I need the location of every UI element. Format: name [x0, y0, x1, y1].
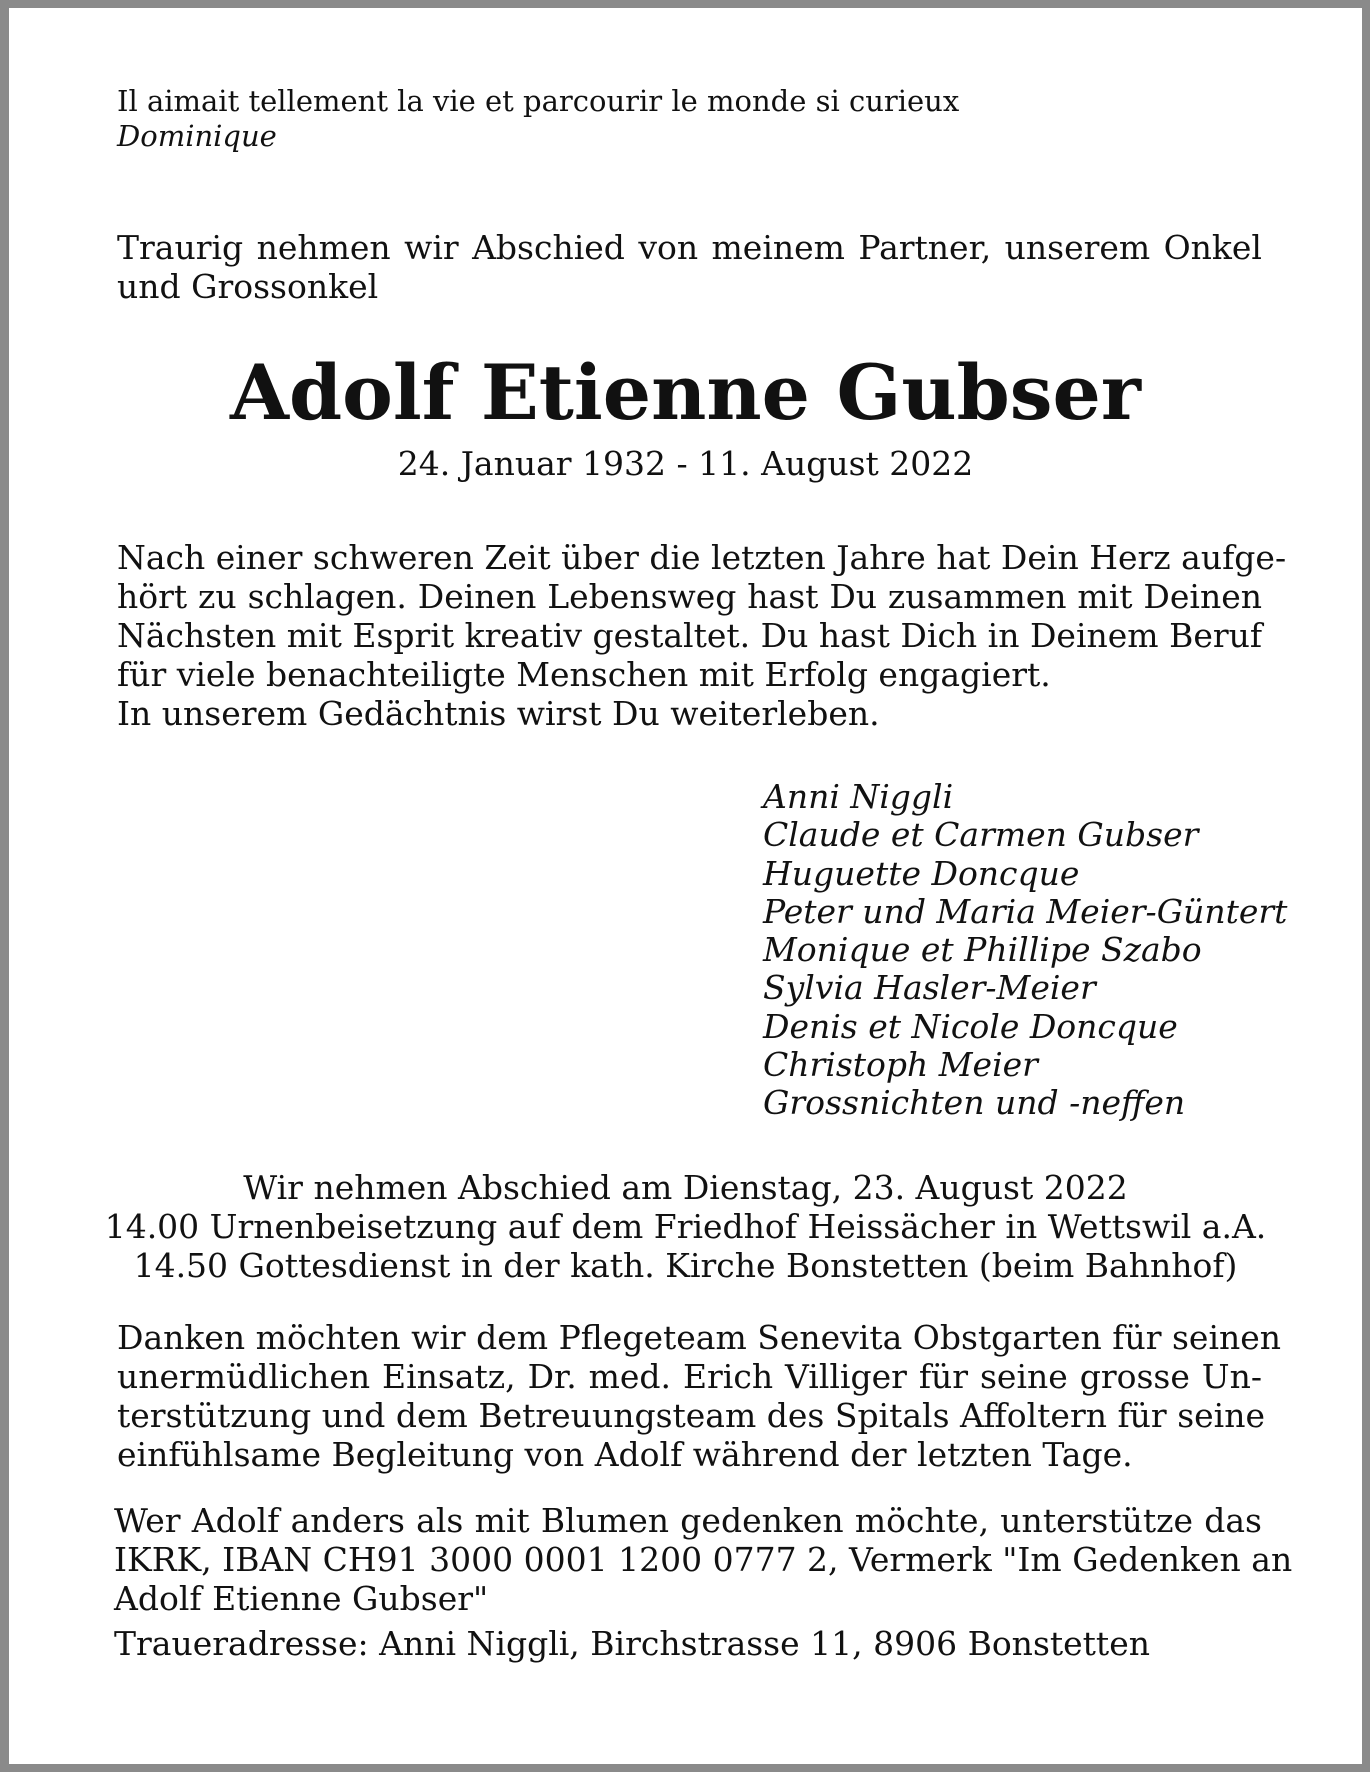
mourner-name: Claude et Carmen Gubser [763, 815, 1199, 855]
farewell-line: für viele benachteiligte Menschen mit Erfolg engagiert. [117, 655, 1051, 694]
mourners-list [763, 778, 1287, 1123]
thanks-line: Danken möchten wir dem Pflegeteam Senevita Obstgarten für seinen [117, 1318, 1282, 1357]
thanks-line: unermüdlichen Einsatz, Dr. med. Erich Villiger für seine grosse Un- [117, 1357, 1262, 1396]
obituary-page [9, 8, 1362, 1764]
farewell-text [117, 538, 1287, 733]
donation-text [114, 1501, 1293, 1618]
mourner-name: Christoph Meier [763, 1045, 1038, 1085]
motto-author: Dominique [117, 119, 277, 153]
farewell-line: hört zu schlagen. Deinen Lebensweg hast Du zusammen mit Deinen [117, 577, 1262, 616]
mourner-name: Denis et Nicole Doncque [763, 1006, 1178, 1046]
thanks-line: terstützung und dem Betreuungsteam des Spitals Affoltern für seine [117, 1396, 1265, 1435]
farewell-line: Nach einer schweren Zeit über die letzten Jahre hat Dein Herz aufge- [117, 538, 1287, 577]
ceremony-info [9, 1168, 1362, 1285]
ceremony-line: Wir nehmen Abschied am Dienstag, 23. August 2022 [243, 1168, 1128, 1207]
donation-line: Adolf Etienne Gubser" [114, 1579, 489, 1618]
mourner-name: Peter und Maria Meier-Güntert [763, 891, 1288, 931]
farewell-line: Nächsten mit Esprit kreativ gestaltet. Du hast Dich in Deinem Beruf [117, 616, 1263, 655]
ceremony-line: 14.00 Urnenbeisetzung auf dem Friedhof Heissächer in Wettswil a.A. [104, 1207, 1267, 1246]
mourner-name: Huguette Doncque [763, 853, 1080, 893]
donation-line: IKRK, IBAN CH91 3000 0001 1200 0777 2, Vermerk "Im Gedenken an [114, 1540, 1293, 1579]
mourner-name: Monique et Phillipe Szabo [763, 930, 1202, 970]
mourner-name: Sylvia Hasler-Meier [763, 968, 1096, 1008]
mourning-address: Traueradresse: Anni Niggli, Birchstrasse 11, 8906 Bonstetten [114, 1624, 1150, 1663]
mourner-name: Grossnichten und -neffen [763, 1083, 1186, 1123]
ceremony-line: 14.50 Gottesdienst in der kath. Kirche Bonstetten (beim Bahnhof) [133, 1246, 1238, 1285]
intro-text: Traurig nehmen wir Abschied von meinem Partner, unserem Onkel und Grossonkel [117, 228, 1262, 306]
motto-quote: Il aimait tellement la vie et parcourir le monde si curieux [117, 84, 960, 118]
donation-line: Wer Adolf anders als mit Blumen gedenken möchte, unterstütze das [114, 1501, 1262, 1540]
deceased-name: Adolf Etienne Gubser [230, 348, 1141, 437]
motto [117, 84, 1217, 154]
farewell-line: In unserem Gedächtnis wirst Du weiterleben. [117, 694, 880, 733]
mourner-name: Anni Niggli [763, 777, 954, 816]
thanks-text [117, 1318, 1282, 1474]
life-dates: 24. Januar 1932 - 11. August 2022 [397, 444, 974, 483]
thanks-line: einfühlsame Begleitung von Adolf während der letzten Tage. [117, 1435, 1133, 1474]
